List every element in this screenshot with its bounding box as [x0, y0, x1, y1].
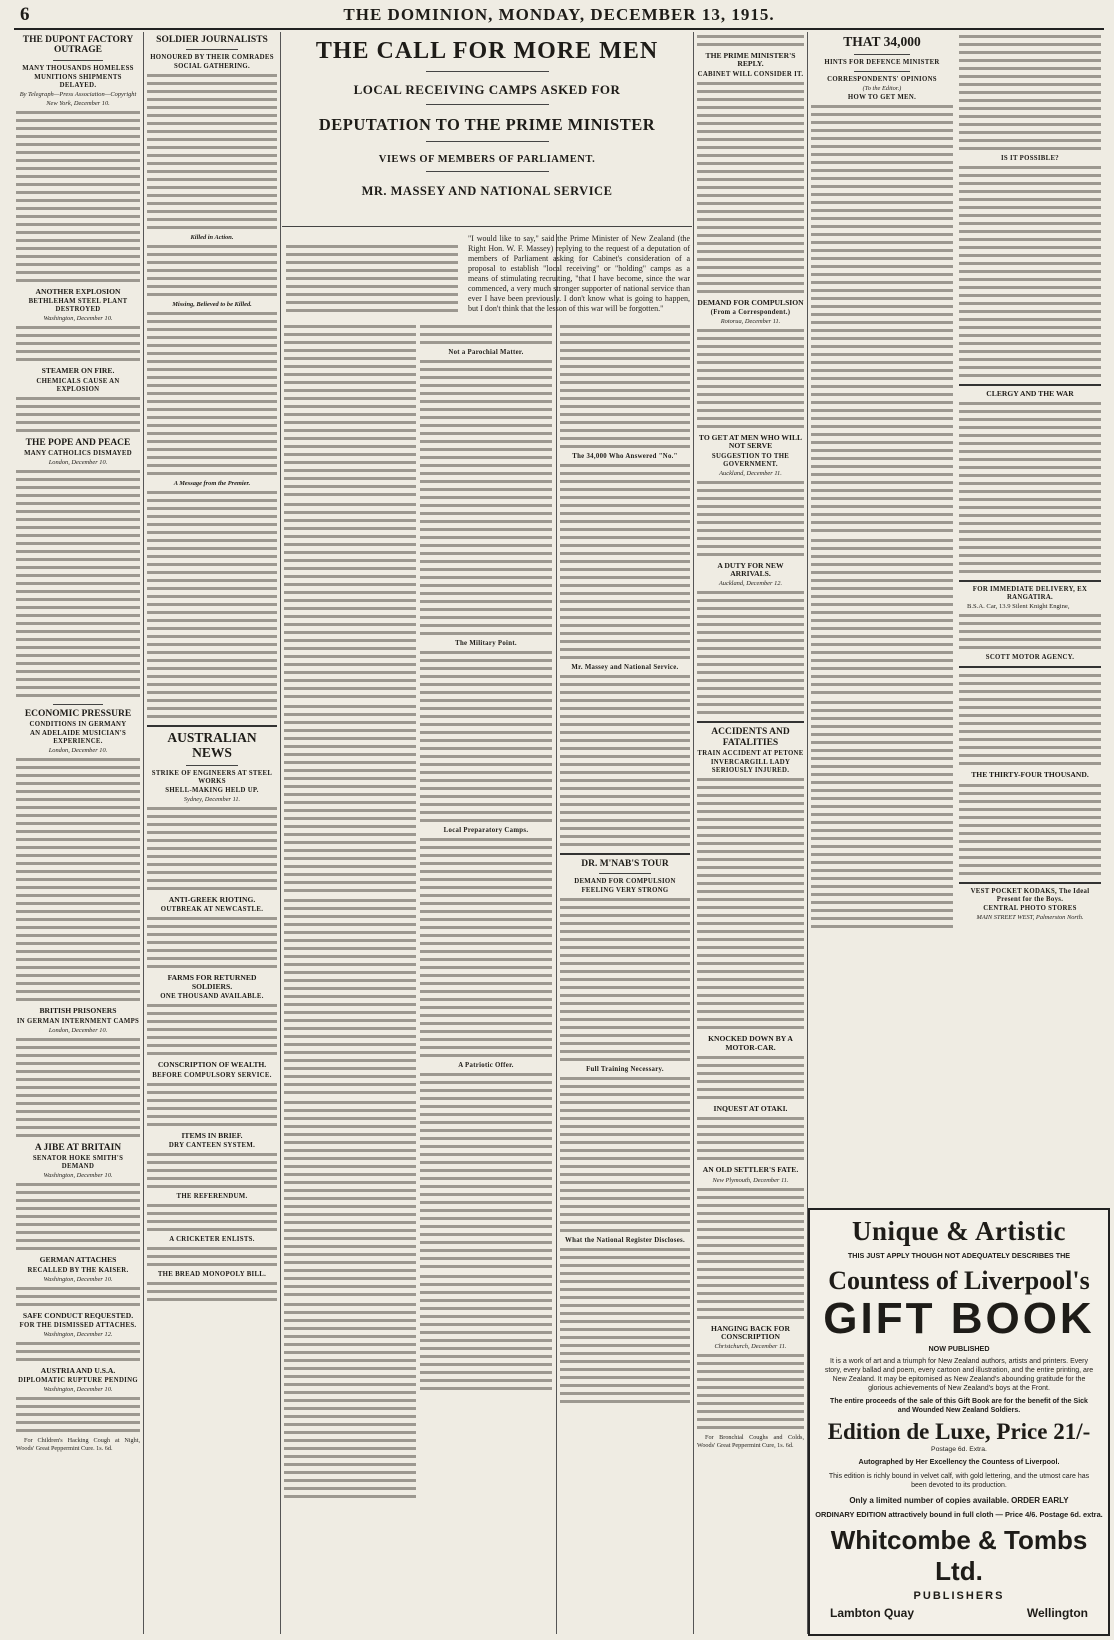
article-text — [420, 323, 552, 347]
headline: TO GET AT MEN WHO WILL NOT SERVE — [698, 433, 803, 451]
subheadline: FOR THE DISMISSED ATTACHES. — [19, 1321, 137, 1329]
advert-name: SCOTT MOTOR AGENCY. — [985, 654, 1075, 662]
masthead-title: THE DOMINION, MONDAY, DECEMBER 13, 1915. — [343, 5, 775, 24]
deck-1: LOCAL RECEIVING CAMPS ASKED FOR — [353, 82, 621, 97]
subheadline: OUTBREAK AT NEWCASTLE. — [160, 906, 264, 914]
dateline: Washington, December 10. — [43, 315, 113, 323]
masthead — [14, 2, 1104, 30]
article-text — [560, 1075, 690, 1235]
headline: STEAMER ON FIRE. — [41, 366, 115, 376]
article-text — [420, 836, 552, 1060]
column-rule — [280, 32, 281, 1634]
advert-address: MAIN STREET WEST, Palmerston North. — [976, 913, 1084, 921]
article-text — [560, 896, 690, 1064]
column-rule — [143, 32, 144, 1634]
subheadline: CONDITIONS IN GERMANY — [29, 721, 127, 729]
article-text — [959, 164, 1101, 380]
subheadline: SOCIAL GATHERING. — [174, 63, 250, 71]
subheadline: BEFORE COMPULSORY SERVICE. — [152, 1071, 272, 1079]
headline: CLERGY AND THE WAR — [986, 389, 1074, 398]
headline: THAT 34,000 — [843, 34, 921, 49]
subheadline: SHELL-MAKING HELD UP. — [165, 787, 259, 795]
subheadline: IS IT POSSIBLE? — [1000, 155, 1060, 162]
subhead: Not a Parochial Matter. — [448, 349, 524, 356]
article-text — [697, 479, 804, 559]
article-text — [959, 672, 1101, 768]
headline: SOLDIER JOURNALISTS — [156, 35, 268, 45]
advert-subheading: THIS JUST APPLY THOUGH NOT ADEQUATELY DESCRIBES THE — [847, 1251, 1071, 1260]
dateline: Auckland, December 11. — [719, 469, 782, 477]
advert-postage: Postage 6d. Extra. — [931, 1446, 987, 1453]
column-1 — [16, 32, 140, 1636]
headline: KNOCKED DOWN BY A MOTOR-CAR. — [708, 1034, 793, 1052]
headline: THE THIRTY-FOUR THOUSAND. — [971, 770, 1089, 780]
column-6 — [811, 32, 1101, 1204]
dateline: London, December 10. — [48, 459, 108, 466]
article-text — [284, 897, 416, 1097]
advert-heading: FOR IMMEDIATE DELIVERY, EX RANGATIRA. — [972, 586, 1088, 602]
article-text — [147, 1002, 277, 1058]
article-text — [147, 1202, 277, 1234]
subheadline: A CRICKETER ENLISTS. — [169, 1235, 255, 1243]
advert-address-right: Wellington — [1026, 1606, 1088, 1620]
subhead: Local Preparatory Camps. — [443, 827, 529, 834]
deck-2: DEPUTATION TO THE PRIME MINISTER — [318, 115, 656, 134]
subheadline: AN ADELAIDE MUSICIAN'S EXPERIENCE. — [29, 730, 127, 746]
advert-title-line-1: Countess of Liverpool's — [828, 1266, 1090, 1295]
article-text — [811, 103, 953, 535]
subheadline: SENATOR HOKE SMITH'S DEMAND — [32, 1155, 124, 1171]
subheadline: MANY CATHOLICS DISMAYED — [24, 450, 132, 457]
article-text — [16, 324, 140, 364]
article-text — [147, 805, 277, 893]
article-text — [811, 699, 953, 931]
subheadline: HINTS FOR DEFENCE MINISTER — [824, 58, 940, 66]
subheadline: BETHLEHAM STEEL PLANT DESTROYED — [28, 298, 128, 314]
headline: A DUTY FOR NEW ARRIVALS. — [717, 560, 784, 579]
headline: DR. M'NAB'S TOUR — [581, 859, 669, 869]
article-text — [147, 1280, 277, 1304]
article-text — [420, 649, 552, 825]
subheadline: SUGGESTION TO THE GOVERNMENT. — [711, 452, 790, 468]
dateline: Washington, December 12. — [43, 1330, 113, 1338]
article-text — [697, 327, 804, 431]
article-text — [16, 395, 140, 435]
article-text — [284, 703, 416, 895]
article-text — [284, 501, 416, 701]
subheadline: CORRESPONDENTS' OPINIONS — [827, 75, 937, 83]
advert-status: NOW PUBLISHED — [928, 1344, 990, 1353]
article-text — [147, 243, 277, 299]
dateline: Sydney, December 11. — [183, 796, 241, 804]
article-text — [147, 310, 277, 478]
subheadline: STRIKE OF ENGINEERS AT STEEL WORKS — [151, 770, 273, 786]
subheadline: (To the Editor.) — [862, 84, 902, 92]
gift-book-advert — [808, 1208, 1110, 1636]
subhead: What the National Register Discloses. — [565, 1237, 685, 1245]
headline: AUSTRALIAN NEWS — [167, 730, 257, 761]
column-rule — [693, 32, 694, 1634]
dateline: Washington, December 10. — [43, 1386, 113, 1394]
column-rule — [556, 234, 557, 1634]
dateline: Washington, December 10. — [43, 1172, 113, 1180]
subhead: The 34,000 Who Answered "No." — [572, 453, 678, 460]
column-3 — [284, 322, 416, 1636]
dateline: New York, December 10. — [46, 99, 110, 107]
subheadline: RECALLED BY THE KAISER. — [27, 1266, 129, 1274]
lead-quote: "I would like to say," said the Prime Minister of New Zealand (the Right Hon. W. F. Massey) replying to the request of a deputation of members of Parliament asking for Cabinet's consideration of a proposal to establish "local receiving" or "holding" camps as a means of stimulating recruiting, "that I have become, since the war commenced, a very much stronger supporter of national service than ever I have been previously. I don't know what is going to happen, but I don't think that the lesson of this war will be forgotten." — [468, 234, 690, 313]
article-text — [16, 468, 140, 700]
headline: INQUEST AT OTAKI. — [713, 1103, 788, 1113]
article-text — [420, 358, 552, 638]
advert-publisher-role: PUBLISHERS — [913, 1590, 1005, 1602]
advert-line: B.S.A. Car, 13.9 Silent Knight Engine, — [967, 603, 1070, 611]
article-text — [697, 1115, 804, 1163]
subheadline: THE REFERENDUM. — [176, 1192, 248, 1200]
headline: ECONOMIC PRESSURE — [24, 709, 132, 719]
advert-name: CENTRAL PHOTO STORES — [983, 904, 1077, 912]
advert-publisher: Whitcombe & Tombs Ltd. — [830, 1525, 1088, 1586]
article-text — [147, 1245, 277, 1269]
article-text — [697, 1186, 804, 1322]
subheadline: ONE THOUSAND AVAILABLE. — [160, 993, 264, 1001]
headline: BRITISH PRISONERS — [39, 1006, 117, 1016]
subheadline: DRY CANTEEN SYSTEM. — [168, 1141, 256, 1149]
column-5 — [697, 32, 804, 1636]
main-headline-block — [282, 32, 692, 199]
article-text — [560, 673, 690, 849]
column-4 — [560, 322, 690, 1636]
headline: HANGING BACK FOR CONSCRIPTION — [711, 1323, 790, 1341]
advert-line: For Children's Hacking Cough at Night, Woods' Great Peppermint Cure. 1s. 6d. — [16, 1437, 140, 1453]
subheadline: IN GERMAN INTERNMENT CAMPS — [16, 1017, 140, 1025]
headline: ACCIDENTS AND FATALITIES — [711, 727, 790, 748]
article-text — [147, 72, 277, 232]
subheadline: FEELING VERY STRONG — [581, 887, 669, 895]
article-text — [560, 462, 690, 662]
advert-heading: Unique & Artistic — [852, 1216, 1066, 1246]
article-text — [697, 1352, 804, 1432]
dateline: Rotorua, December 11. — [720, 318, 781, 326]
headline: AUSTRIA AND U.S.A. — [40, 1365, 116, 1375]
subheadline: (From a Correspondent.) — [710, 309, 791, 317]
article-text — [284, 323, 416, 499]
advert-title-line-2: GIFT BOOK — [823, 1294, 1095, 1343]
headline: ANOTHER EXPLOSION — [35, 286, 121, 296]
subhead: Full Training Necessary. — [586, 1066, 664, 1074]
advert-edition: Edition de Luxe, Price 21/- — [827, 1419, 1091, 1444]
headline: FARMS FOR RETURNED SOLDIERS. — [167, 973, 257, 991]
section-label: Missing, Believed to be Killed. — [172, 301, 252, 309]
dateline: Washington, December 10. — [43, 1275, 113, 1283]
dateline: Christchurch, December 11. — [714, 1343, 787, 1351]
intro-text-block — [286, 242, 458, 316]
article-text — [959, 400, 1101, 576]
subheadline: THE BREAD MONOPOLY BILL. — [157, 1270, 267, 1278]
section-label: A Message from the Premier. — [173, 480, 251, 488]
article-text — [959, 782, 1101, 878]
subheadline: DIPLOMATIC RUPTURE PENDING — [18, 1377, 138, 1385]
subheadline: HONOURED BY THEIR COMRADES — [150, 54, 274, 62]
page-number: 6 — [20, 4, 30, 25]
headline: THE POPE AND PEACE — [25, 437, 131, 448]
headline: ITEMS IN BRIEF. — [181, 1130, 243, 1140]
subhead: Mr. Massey and National Service. — [571, 664, 679, 671]
article-text — [697, 776, 804, 1032]
deck-3: VIEWS OF MEMBERS OF PARLIAMENT. — [378, 154, 596, 165]
headline: THE PRIME MINISTER'S REPLY. — [705, 51, 796, 69]
article-text — [420, 1273, 552, 1393]
headline: AN OLD SETTLER'S FATE. — [702, 1165, 799, 1175]
article-text — [284, 1301, 416, 1501]
article-text — [16, 1395, 140, 1435]
advert-limited: Only a limited number of copies available. ORDER EARLY — [849, 1496, 1069, 1505]
article-text — [147, 1151, 277, 1191]
subhead: A Patriotic Offer. — [458, 1062, 514, 1069]
subheadline: MUNITIONS SHIPMENTS DELAYED. — [34, 73, 122, 89]
credit: By Telegraph—Press Association—Copyright — [19, 90, 137, 98]
article-text — [16, 756, 140, 1004]
advert-heading: VEST POCKET KODAKS, The Ideal Present for the Boys. — [970, 887, 1090, 903]
dateline: London, December 10. — [48, 1026, 108, 1034]
article-text — [16, 109, 140, 285]
column-2 — [147, 32, 277, 1636]
section-label: Killed in Action. — [190, 234, 234, 242]
article-text — [959, 33, 1101, 153]
advert-ordinary: ORDINARY EDITION attractively bound in full cloth — Price 4/6. Postage 6d. extra. — [815, 1510, 1103, 1519]
article-text — [697, 1054, 804, 1102]
subheadline: CABINET WILL CONSIDER IT. — [697, 70, 804, 78]
subhead: The Military Point. — [455, 640, 517, 647]
headline: SAFE CONDUCT REQUESTED. — [22, 1310, 134, 1320]
subheadline: HOW TO GET MEN. — [847, 93, 917, 101]
article-text — [16, 1340, 140, 1364]
dateline: New Plymouth, December 11. — [712, 1176, 789, 1184]
headline: THE DUPONT FACTORY OUTRAGE — [22, 35, 134, 56]
dateline: Auckland, December 12. — [718, 580, 783, 588]
headline: CONSCRIPTION OF WEALTH. — [157, 1060, 267, 1070]
article-text — [16, 1285, 140, 1309]
subheadline: INVERCARGILL LADY SERIOUSLY INJURED. — [710, 759, 791, 775]
article-text — [16, 1036, 140, 1140]
headline: DEMAND FOR COMPULSION — [697, 297, 804, 307]
headline: GERMAN ATTACHES — [39, 1255, 117, 1265]
advert-body-2: The entire proceeds of the sale of this Gift Book are for the benefit of the Sick and Wounded New Zealand Soldiers. — [830, 1398, 1088, 1414]
advert-autograph: Autographed by Her Excellency the Countess of Liverpool. — [858, 1457, 1060, 1466]
subheadline: CHEMICALS CAUSE AN EXPLOSION — [36, 377, 120, 393]
article-text — [560, 323, 690, 451]
headline: ANTI-GREEK RIOTING. — [168, 895, 256, 905]
main-headline: THE CALL FOR MORE MEN — [315, 38, 659, 64]
subheadline: DEMAND FOR COMPULSION — [574, 878, 676, 886]
article-text — [286, 243, 458, 317]
subheadline: TRAIN ACCIDENT AT PETONE — [697, 750, 804, 758]
article-text — [147, 915, 277, 971]
headline: A JIBE AT BRITAIN — [34, 1142, 122, 1153]
article-text — [697, 33, 804, 49]
column-3b — [420, 322, 552, 1636]
advert-address-left: Lambton Quay — [830, 1606, 915, 1620]
subheadline: MANY THOUSANDS HOMELESS — [22, 64, 134, 72]
article-text — [697, 80, 804, 296]
advert-edition-desc: This edition is richly bound in velvet calf, with gold lettering, and the utmost care has been devoted to its production. — [828, 1473, 1090, 1489]
article-text — [420, 1071, 552, 1271]
article-text — [284, 1099, 416, 1299]
deck-4: MR. MASSEY AND NATIONAL SERVICE — [361, 184, 613, 198]
article-text — [697, 589, 804, 717]
article-text — [16, 1181, 140, 1253]
article-text — [147, 489, 277, 721]
advert-body: It is a work of art and a triumph for New Zealand authors, artists and printers. Every story, every ballad and poem, every cartoon and illustration, and the entire printing, are New Zealand. It may be epitomised as New Zealand's abounding gratitude for the glorious achievements of New Zealand's boys at the Front. — [824, 1358, 1094, 1392]
article-text — [147, 1081, 277, 1129]
advert-text — [959, 612, 1101, 652]
article-text — [811, 537, 953, 697]
advert-line: For Bronchial Coughs and Colds, Woods' Great Peppermint Cure, 1s. 6d. — [697, 1434, 804, 1450]
article-text — [560, 1246, 690, 1406]
dateline: London, December 10. — [48, 747, 108, 755]
divider — [282, 226, 692, 227]
